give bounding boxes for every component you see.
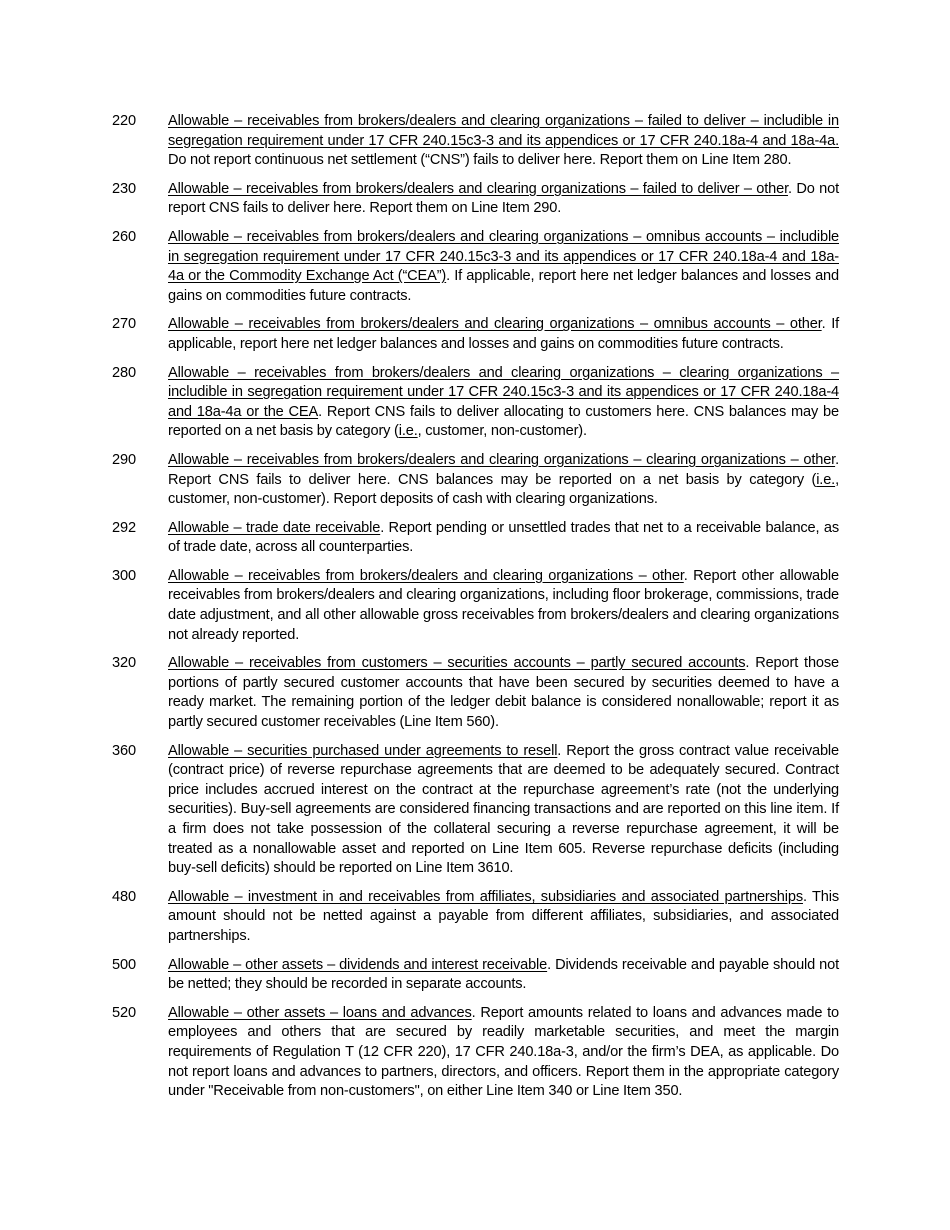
line-item-number: 480 [112,888,137,905]
line-item-title: Allowable – receivables from brokers/dealers and clearing organizations – clearing organizations – other [168,451,836,468]
line-item-title: Allowable – receivables from brokers/dealers and clearing organizations – other [168,567,684,584]
line-item-description [168,956,839,995]
line-item-text: . Report the gross contract value receivable (contract price) of reverse repurchase agreements that are deemed to be adequately secured. Contract price includes accrued interest on the contract at the repurchase agreement’s rate (not the underlying securities). Buy-sell agreements are considered financing transactions and are reported on this line item. If a firm does not take possession of the collateral securing a reverse repurchase agreement, it will be treated as a nonallowable asset and reported on Line Item 605. Reverse repurchase deficits (including buy-sell deficits) should be reported on Line Item 3610. [168,742,839,877]
line-item-text-continued: , customer, non-customer). [417,423,587,440]
line-item-text: Do not report continuous net settlement (“CNS”) fails to deliver here. Report them on Line Item 280. [168,152,792,169]
line-item-description [168,180,839,219]
line-item-number: 360 [112,742,137,759]
line-item-description [168,228,839,306]
line-item-text-continued: , customer, non-customer). Report deposits of cash with clearing organizations. [168,471,839,508]
line-item-number: 292 [112,519,137,536]
line-item-360 [112,742,839,879]
line-item-title: Allowable – receivables from brokers/dealers and clearing organizations – omnibus accounts – includible in segregation requirement under 17 CFR 240.15c3-3 and its appendices or 17 CFR 240.18a-4 and 18a-4a or the Commodity Exchange Act (“CEA”) [168,228,839,285]
ie-abbreviation: i.e. [398,423,418,440]
line-item-number: 260 [112,228,137,245]
line-item-text: . This amount should not be netted against a payable from different affiliates, subsidiaries, and associated partnerships. [168,888,839,944]
line-item-description [168,315,839,354]
line-item-text: . Report CNS fails to deliver allocating to customers here. CNS balances may be reported on a net basis by category ( [168,403,839,440]
line-item-title: Allowable – other assets – loans and advances [168,1004,472,1021]
line-item-description [168,567,839,645]
line-item-text: . If applicable, report here net ledger balances and losses and gains on commodities future contracts. [168,268,839,304]
line-item-number: 520 [112,1004,137,1021]
line-item-number: 230 [112,180,137,197]
line-item-320 [112,654,839,732]
line-item-text: . If applicable, report here net ledger balances and losses and gains on commodities future contracts. [168,316,840,352]
line-item-text: . Do not report CNS fails to deliver here. Report them on Line Item 290. [168,180,839,217]
line-item-title: Allowable – trade date receivable [168,519,381,536]
line-item-number: 500 [112,956,137,973]
line-item-number: 220 [112,113,137,129]
line-item-480 [112,888,839,947]
line-item-260 [112,228,839,306]
ie-abbreviation: i.e. [816,471,836,488]
line-item-270 [112,315,839,354]
line-item-text: . Report amounts related to loans and advances made to employees and others that are secured by readily marketable securities, and meet the margin requirements of Regulation T (12 CFR 220), 17 CFR 240.18a-3, and/or the firm’s DEA, as applicable. Do not report loans and advances to partners, directors, and officers. Report them in the appropriate category under "Receivable from non-customers", on either Line Item 340 or Line Item 350. [168,1004,839,1100]
line-item-description [168,742,839,879]
line-item-title: Allowable – receivables from brokers/dealers and clearing organizations – omnibus accounts – other [168,316,822,333]
line-item-520 [112,1004,839,1102]
line-item-text: . Report pending or unsettled trades that net to a receivable balance, as of trade date, across all counterparties. [168,519,839,556]
line-item-title: Allowable – receivables from brokers/dealers and clearing organizations – failed to deliver – other [168,180,789,197]
line-item-number: 280 [112,364,137,381]
line-item-number: 270 [112,316,137,333]
line-item-number: 290 [112,451,137,468]
line-item-title: Allowable – investment in and receivables from affiliates, subsidiaries and associated partnerships [168,888,803,905]
line-item-text: . Report other allowable receivables from brokers/dealers and clearing organizations, including floor brokerage, commissions, trade date adjustment, and all other allowable gross receivables from brokers/dealers and clearing organizations not already reported. [168,567,839,643]
line-item-text: . Report CNS fails to deliver here. CNS balances may be reported on a net basis by category ( [168,451,839,488]
line-item-number: 320 [112,655,137,672]
line-item-title: Allowable – securities purchased under agreements to resell [168,742,558,759]
line-item-description [168,888,839,947]
line-item-description [168,519,839,558]
line-item-text: . Report those portions of partly secured customer accounts that have been secured by securities deemed to have a ready market. The remaining portion of the ledger debit balance is considered nonallowable; report it as partly secured customer receivables (Line Item 560). [168,655,839,731]
line-item-220 [112,112,839,171]
line-item-text: . Dividends receivable and payable should not be netted; they should be recorded in separate accounts. [168,956,839,993]
line-item-500 [112,956,839,995]
line-item-title: Allowable – receivables from brokers/dealers and clearing organizations – clearing organizations – includible in segregation requirement under 17 CFR 240.15c3-3 and its appendices or 17 CFR 240.18a-4 and 18a-4a or the CEA [168,364,839,420]
line-item-description [168,364,839,442]
line-item-290 [112,451,839,510]
line-item-title: Allowable – other assets – dividends and interest receivable [168,956,548,973]
line-item-description [168,112,839,171]
line-item-description [168,451,839,510]
line-item-number: 300 [112,567,137,584]
line-item-list [112,112,839,1111]
line-item-300 [112,567,839,645]
line-item-title: Allowable – receivables from customers – securities accounts – partly secured accounts [168,655,746,672]
line-item-title: Allowable – receivables from brokers/dealers and clearing organizations – failed to deliver – includible in segregation requirement under 17 CFR 240.15c3-3 and its appendices or 17 CFR 240.18a-4 and 18a-4a. [168,113,839,149]
line-item-230 [112,180,839,219]
line-item-292 [112,519,839,558]
line-item-description [168,1004,839,1102]
line-item-description [168,654,839,732]
line-item-280 [112,364,839,442]
